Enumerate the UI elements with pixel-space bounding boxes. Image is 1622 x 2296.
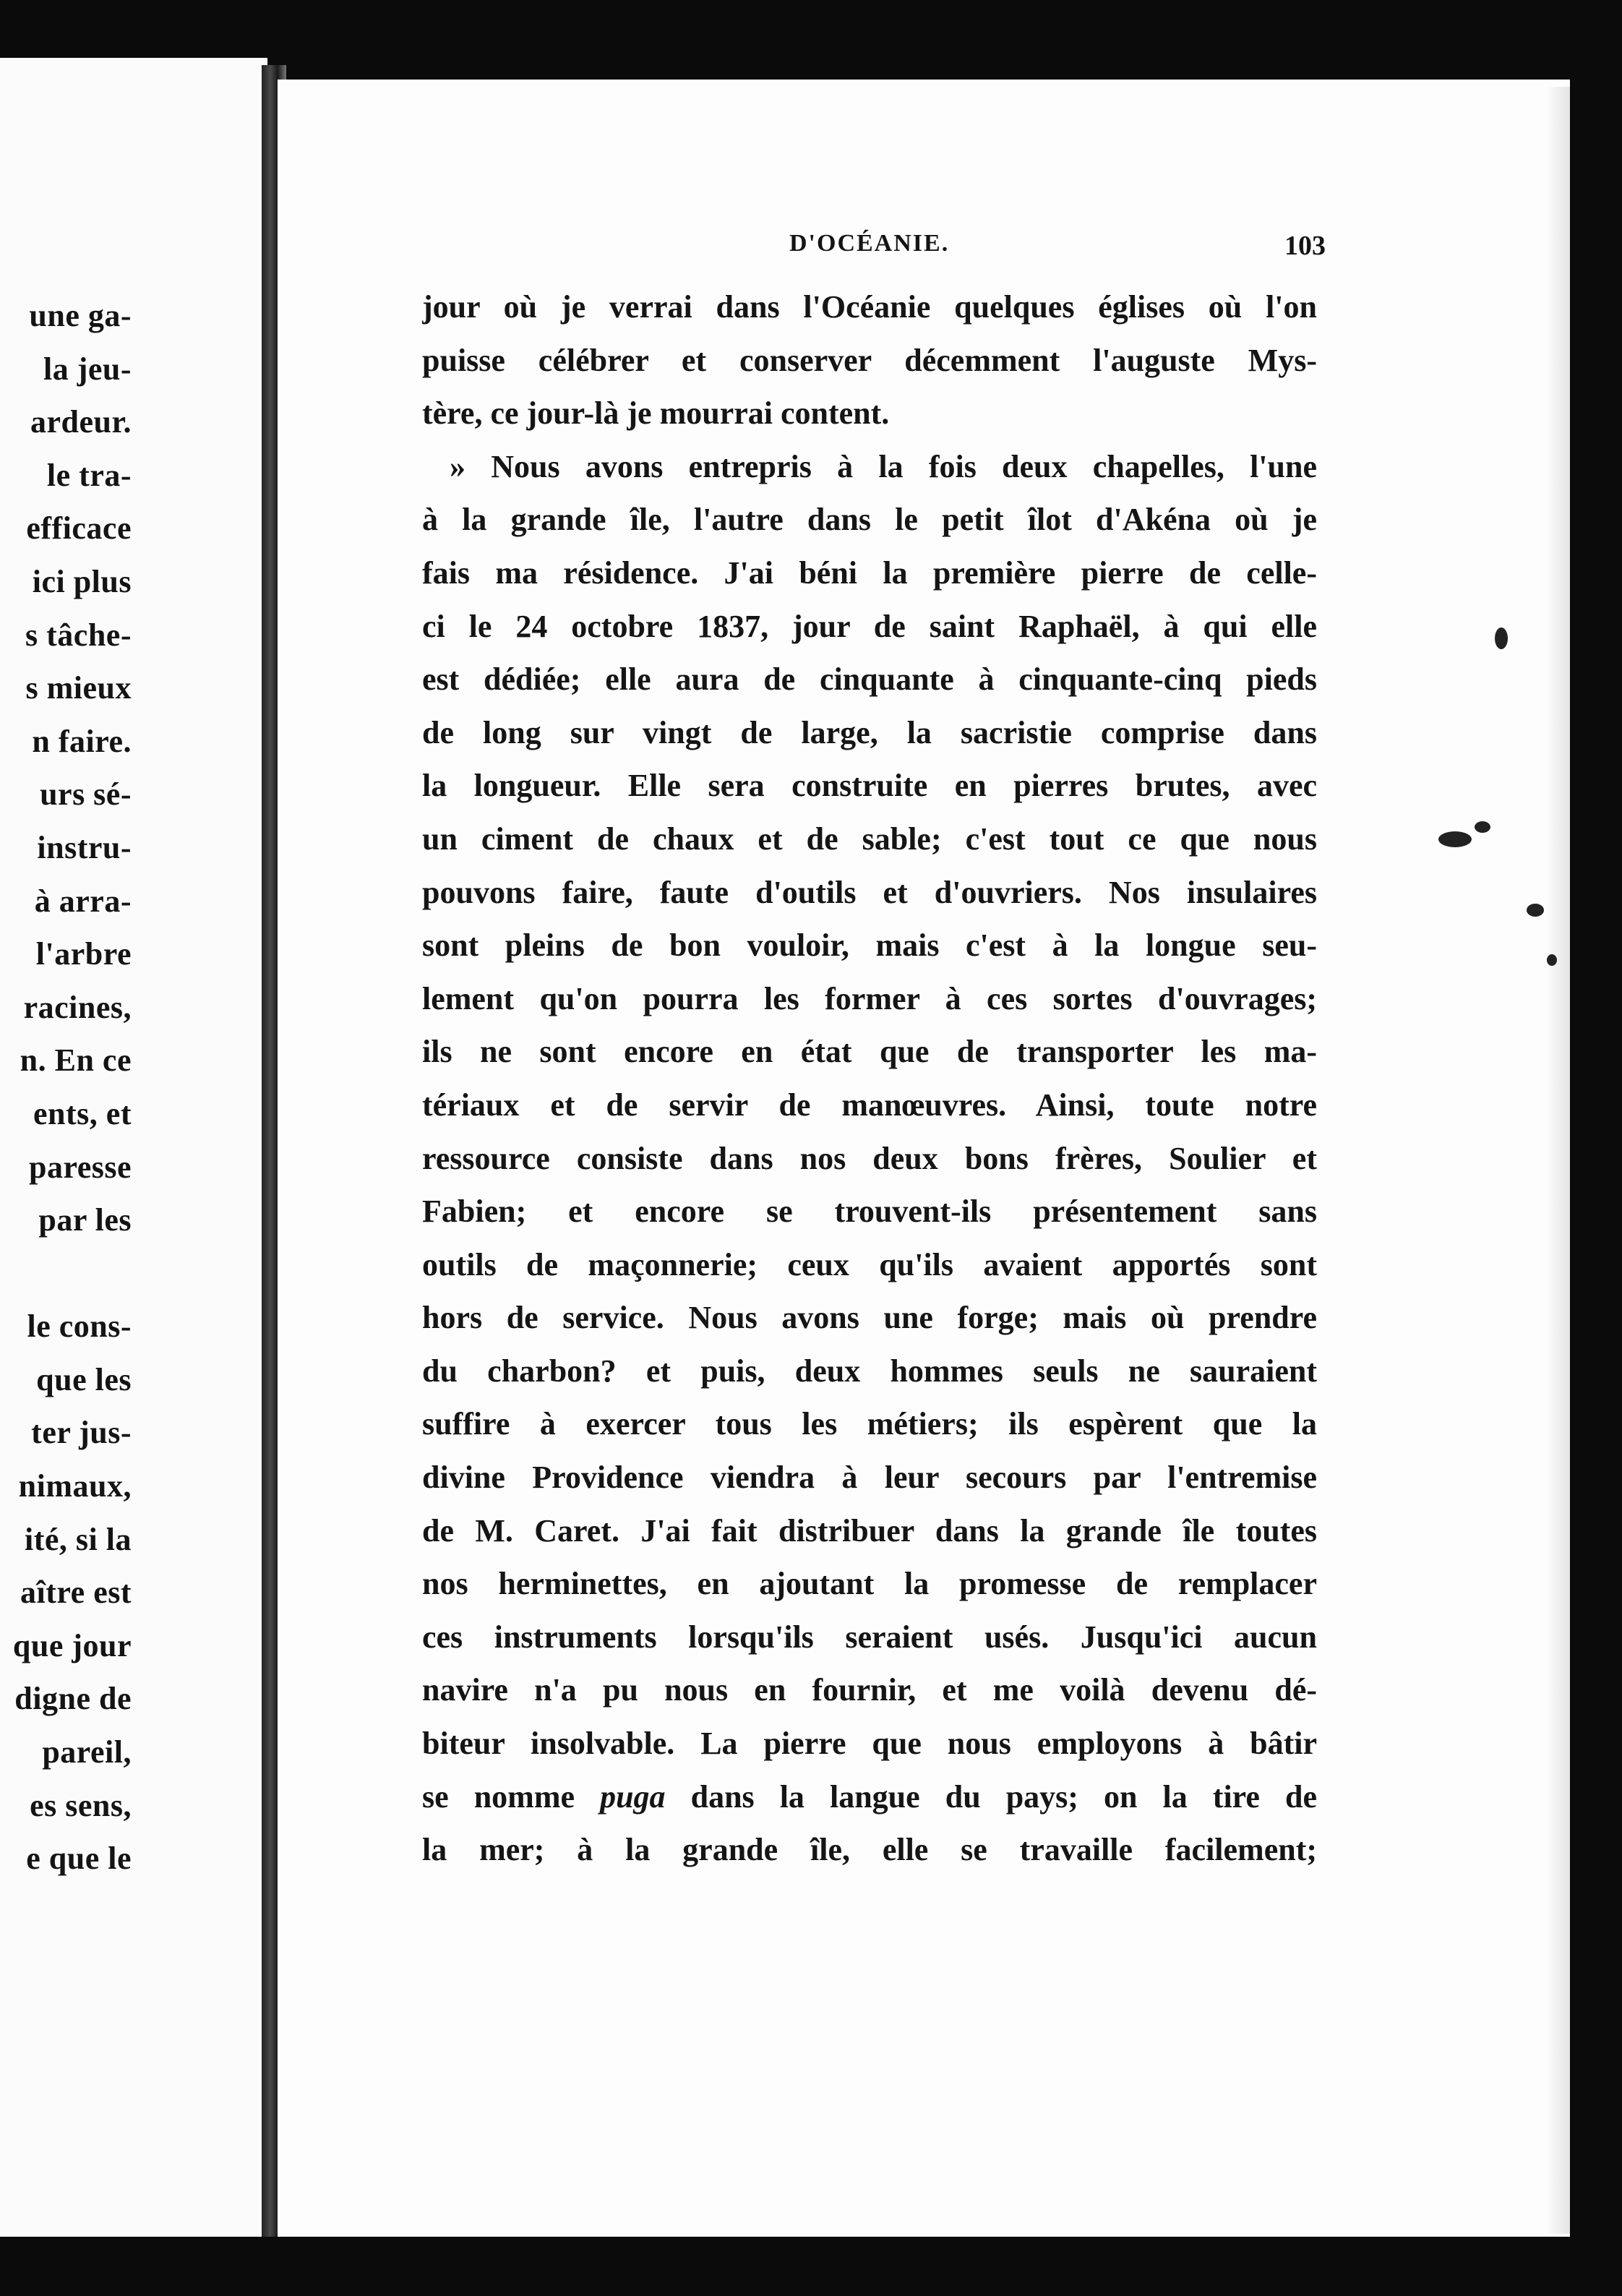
text-fragment: dans la langue du pays; on la tire de	[665, 1778, 1317, 1815]
left-page-line: instru-	[37, 829, 132, 865]
text-line: de M. Caret. J'ai fait distribuer dans la grande île toutes	[422, 1512, 1317, 1548]
left-page-line: ents, et	[33, 1095, 132, 1131]
text-line: nos herminettes, en ajoutant la promesse de remplacer	[422, 1566, 1317, 1602]
text-line: de long sur vingt de large, la sacristie comprise dans	[422, 714, 1317, 750]
text-line: fais ma résidence. J'ai béni la première pierre de celle-	[422, 554, 1317, 591]
text-line: tériaux et de servir de manœuvres. Ainsi, toute notre	[422, 1087, 1317, 1123]
left-page-line: paresse	[28, 1149, 132, 1185]
text-line: » Nous avons entrepris à la fois deux chapelles, l'une	[450, 448, 1317, 484]
left-page-line: une ga-	[29, 298, 132, 333]
left-page-line: l'arbre	[35, 936, 132, 972]
left-page-line: urs sé-	[40, 776, 132, 813]
text-fragment: se nomme	[422, 1778, 601, 1815]
left-page-line: ardeur.	[30, 404, 132, 440]
text-line: à la grande île, l'autre dans le petit îlot d'Akéna où je	[422, 502, 1317, 538]
left-page-line: racines,	[23, 989, 132, 1025]
text-line: tère, ce jour-là je mourrai content.	[422, 395, 890, 432]
body-text	[422, 280, 1317, 1877]
text-line: la longueur. Elle sera construite en pierres brutes, avec	[422, 768, 1317, 804]
page-number: 103	[1284, 231, 1326, 261]
ink-spot	[1495, 627, 1508, 649]
text-line: suffire à exercer tous les métiers; ils espèrent que la	[422, 1406, 1317, 1442]
ink-spot	[1547, 954, 1557, 966]
left-page-line: ité, si la	[25, 1521, 132, 1557]
text-line: jour où je verrai dans l'Océanie quelques églises où l'on	[422, 289, 1317, 325]
left-page-line: par les	[38, 1202, 132, 1238]
text-line: ci le 24 octobre 1837, jour de saint Raphaël, à qui elle	[422, 608, 1317, 644]
ink-spot	[1438, 831, 1472, 847]
left-page-line: la jeu-	[43, 351, 132, 387]
text-line: hors de service. Nous avons une forge; mais où prendre	[422, 1300, 1317, 1336]
left-page-line: digne de	[14, 1681, 132, 1717]
left-page-line: e que le	[26, 1841, 132, 1877]
ink-spot	[1475, 821, 1490, 833]
text-line: ils ne sont encore en état que de transporter les ma-	[422, 1034, 1317, 1070]
text-line: biteur insolvable. La pierre que nous employons à bâtir	[422, 1726, 1317, 1762]
left-page-line: aître est	[20, 1575, 132, 1611]
text-line: du charbon? et puis, deux hommes seuls ne sauraient	[422, 1353, 1317, 1389]
left-page-line: à arra-	[34, 883, 132, 919]
text-line: est dédiée; elle aura de cinquante à cinquante-cinq pieds	[422, 661, 1317, 698]
running-head: D'OCÉANIE.	[789, 230, 950, 257]
text-line: ces instruments lorsqu'ils seraient usés. Jusqu'ici aucun	[422, 1619, 1317, 1655]
left-page-line: que jour	[12, 1627, 132, 1663]
text-line: navire n'a pu nous en fournir, et me voilà devenu dé-	[422, 1672, 1317, 1708]
text-line: Fabien; et encore se trouvent-ils présentement sans	[422, 1194, 1317, 1230]
italic-word: puga	[600, 1778, 666, 1815]
left-page-line: n faire.	[32, 723, 132, 759]
text-line: puisse célébrer et conserver décemment l'auguste Mys-	[422, 342, 1317, 378]
left-page-line: ici plus	[32, 563, 132, 599]
text-line: sont pleins de bon vouloir, mais c'est à la longue seu-	[422, 928, 1317, 964]
left-page-line: que les	[36, 1361, 132, 1397]
page-edge-shadow	[1545, 87, 1574, 2234]
left-page-line: nimaux,	[18, 1468, 132, 1504]
text-line: pouvons faire, faute d'outils et d'ouvriers. Nos insulaires	[422, 874, 1317, 910]
text-line: ressource consiste dans nos deux bons frères, Soulier et	[422, 1140, 1317, 1176]
text-line: divine Providence viendra à leur secours par l'entremise	[422, 1460, 1317, 1496]
text-line: un ciment de chaux et de sable; c'est tout ce que nous	[422, 821, 1317, 857]
text-line: lement qu'on pourra les former à ces sortes d'ouvrages;	[422, 980, 1317, 1016]
left-page-line: s mieux	[25, 670, 132, 706]
left-page-text	[0, 289, 132, 1885]
left-page-line: le cons-	[27, 1308, 132, 1345]
text-line: outils de maçonnerie; ceux qu'ils avaient apportés sont	[422, 1246, 1317, 1282]
left-page-line: n. En ce	[20, 1042, 132, 1079]
text-line	[422, 1770, 1317, 1824]
ink-spot	[1527, 904, 1544, 917]
text-line: la mer; à la grande île, elle se travaille facilement;	[422, 1832, 1317, 1868]
left-page-line: ter jus-	[31, 1415, 132, 1451]
left-page-line: es sens,	[30, 1787, 132, 1823]
left-page-line: pareil,	[42, 1734, 132, 1770]
left-page-line: efficace	[26, 510, 132, 547]
page-header	[422, 230, 1326, 273]
left-page-blank-line	[0, 1247, 132, 1301]
left-page-line: le tra-	[46, 457, 132, 493]
left-page-line: s tâche-	[25, 617, 132, 653]
